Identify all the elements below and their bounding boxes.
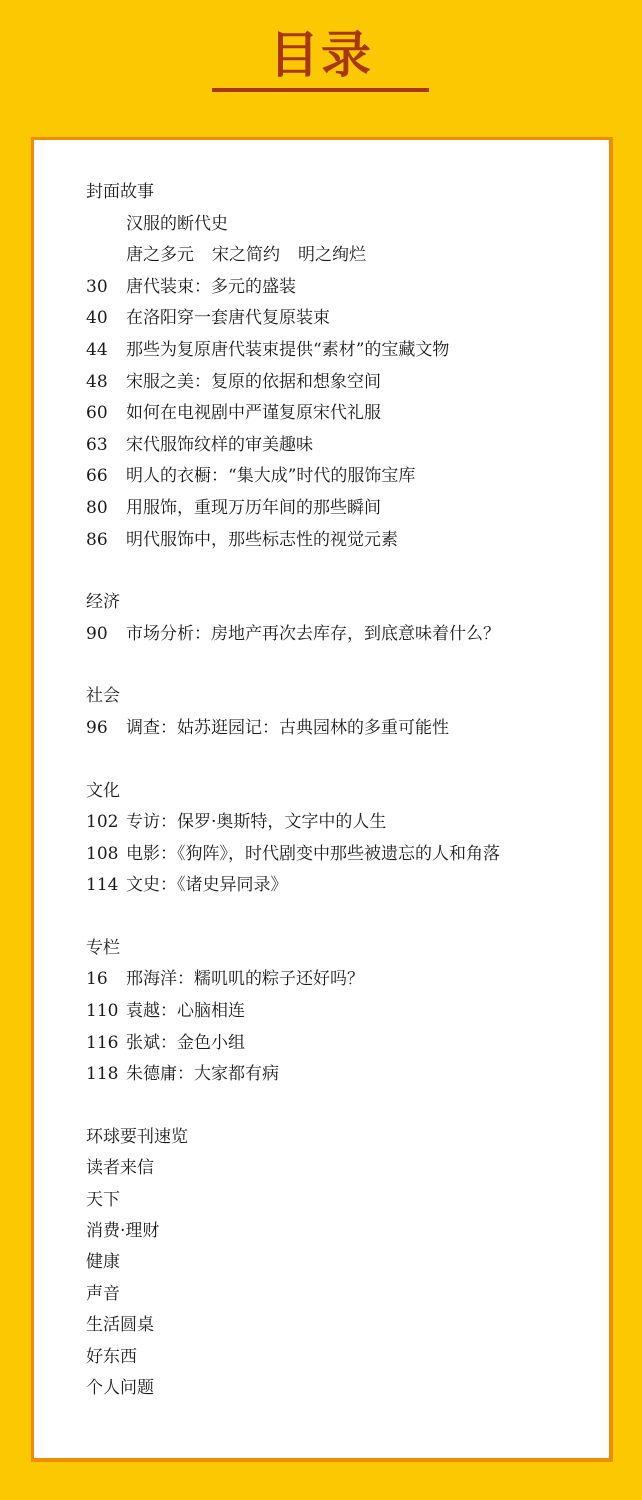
entry-title: 在洛阳穿一套唐代复原装束 — [126, 308, 330, 329]
toc-entry[interactable] — [86, 964, 606, 996]
entry-title: 宋服之美：复原的依据和想象空间 — [126, 371, 381, 392]
page-number: 40 — [86, 308, 108, 329]
section-society — [86, 681, 606, 744]
page-number: 30 — [86, 276, 108, 297]
title-underline — [212, 88, 429, 92]
department-item[interactable]: 好东西 — [86, 1346, 137, 1367]
department-item[interactable]: 天下 — [86, 1189, 120, 1210]
page-number: 66 — [86, 466, 108, 487]
table-of-contents — [86, 177, 606, 1435]
toc-entry[interactable] — [86, 870, 606, 902]
toc-entry[interactable] — [86, 272, 606, 304]
entry-title: 朱德庸：大家都有病 — [126, 1064, 279, 1085]
page-number: 44 — [86, 339, 108, 360]
department-item[interactable]: 个人问题 — [86, 1377, 154, 1398]
toc-entry[interactable] — [86, 1059, 606, 1091]
toc-entry[interactable] — [86, 996, 606, 1028]
page-number: 80 — [86, 497, 108, 518]
entry-title: 明代服饰中，那些标志性的视觉元素 — [126, 529, 398, 550]
section-heading: 封面故事 — [86, 182, 154, 202]
page-number: 86 — [86, 529, 108, 550]
toc-entry[interactable] — [86, 807, 606, 839]
toc-entry[interactable] — [86, 525, 606, 557]
entry-title: 宋代服饰纹样的审美趣味 — [126, 434, 313, 455]
section-heading: 专栏 — [86, 937, 120, 958]
section-columns — [86, 933, 606, 1091]
page-number: 118 — [86, 1064, 119, 1085]
entry-title: 调查：姑苏逛园记：古典园林的多重可能性 — [126, 717, 449, 738]
subtitle-line — [86, 240, 606, 272]
entry-title: 如何在电视剧中严谨复原宋代礼服 — [126, 403, 381, 424]
entry-title: 市场分析：房地产再次去库存，到底意味着什么？ — [126, 623, 500, 644]
toc-entry[interactable] — [86, 839, 606, 871]
entry-title: 张斌：金色小组 — [126, 1032, 245, 1053]
page-number: 16 — [86, 969, 108, 990]
department-item[interactable]: 读者来信 — [86, 1158, 154, 1179]
entry-title: 明人的衣橱：“集大成”时代的服饰宝库 — [126, 466, 416, 487]
entry-title: 电影：《狗阵》，时代剧变中那些被遗忘的人和角落 — [126, 843, 500, 864]
subtitle-text: 汉服的断代史 — [126, 213, 228, 234]
page-number: 108 — [86, 843, 119, 864]
subtitle-text: 宋之简约 — [212, 245, 280, 266]
page-number: 102 — [86, 812, 119, 833]
subtitle-text: 明之绚烂 — [298, 245, 366, 266]
toc-entry[interactable] — [86, 619, 606, 651]
department-item[interactable]: 消费·理财 — [86, 1221, 160, 1242]
entry-title: 袁越：心脑相连 — [126, 1001, 245, 1022]
entry-title: 那些为复原唐代装束提供“素材”的宝藏文物 — [126, 339, 450, 360]
subtitle-text: 唐之多元 — [126, 245, 194, 266]
section-departments — [86, 1122, 606, 1405]
subtitle-line — [86, 209, 606, 241]
section-culture — [86, 776, 606, 902]
toc-entry[interactable] — [86, 461, 606, 493]
section-heading: 经济 — [86, 592, 120, 613]
toc-entry[interactable] — [86, 430, 606, 462]
section-heading: 文化 — [86, 780, 120, 801]
entry-title: 邢海洋：糯叽叽的粽子还好吗？ — [126, 969, 364, 990]
toc-entry[interactable] — [86, 1028, 606, 1060]
section-cover-story — [86, 177, 606, 556]
page-number: 63 — [86, 434, 108, 455]
page-number: 96 — [86, 717, 108, 738]
department-item[interactable]: 健康 — [86, 1252, 120, 1273]
page-title: 目录 — [269, 26, 373, 84]
toc-entry[interactable] — [86, 367, 606, 399]
section-heading: 社会 — [86, 686, 120, 707]
entry-title: 唐代装束：多元的盛装 — [126, 276, 296, 297]
toc-entry[interactable] — [86, 398, 606, 430]
section-economy — [86, 587, 606, 650]
department-item[interactable]: 生活圆桌 — [86, 1315, 154, 1336]
department-item[interactable]: 环球要刊速览 — [86, 1126, 188, 1147]
entry-title: 文史：《诸史异同录》 — [126, 875, 288, 896]
page-number: 116 — [86, 1032, 119, 1053]
page-number: 114 — [86, 875, 119, 896]
toc-entry[interactable] — [86, 303, 606, 335]
page-number: 48 — [86, 371, 108, 392]
page-number: 110 — [86, 1001, 119, 1022]
department-item[interactable]: 声音 — [86, 1283, 120, 1304]
entry-title: 专访：保罗·奥斯特，文字中的人生 — [126, 812, 387, 833]
page-number: 90 — [86, 623, 108, 644]
page-number: 60 — [86, 403, 108, 424]
entry-title: 用服饰，重现万历年间的那些瞬间 — [126, 497, 381, 518]
toc-entry[interactable] — [86, 713, 606, 745]
toc-entry[interactable] — [86, 335, 606, 367]
toc-entry[interactable] — [86, 493, 606, 525]
